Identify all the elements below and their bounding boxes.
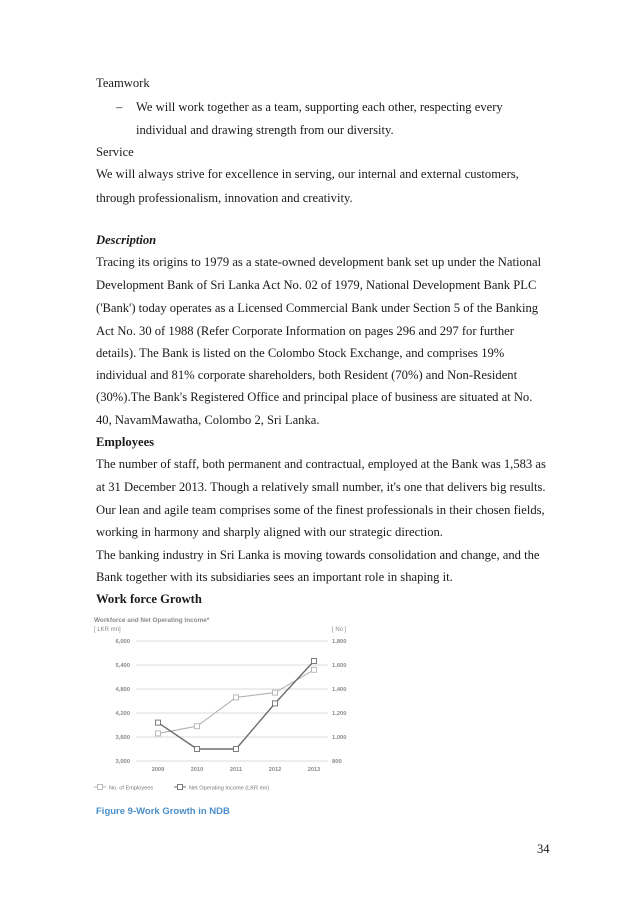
right-tick-label: 800 [332,759,342,765]
legend-marker-employees [98,785,103,790]
teamwork-text-line-1: We will work together as a team, supporting each other, respecting every [136,100,503,114]
data-point-income [273,701,278,706]
right-tick-label: 1,400 [332,687,347,693]
right-tick-label: 1,200 [332,711,347,717]
employees-heading: Employees [96,435,155,449]
x-tick-label: 2010 [190,767,204,773]
description-line-4: Act No. 30 of 1988 (Refer Corporate Information on pages 296 and 297 for further [96,324,514,338]
figure-caption: Figure 9-Work Growth in NDB [96,806,230,817]
description-line-5: details). The Bank is listed on the Colombo Stock Exchange, and comprises 19% [96,346,505,360]
series-line-income [158,661,314,749]
left-tick-label: 3,000 [115,759,130,765]
data-point-employees [312,667,317,672]
employees-line-2: at 31 December 2013. Though a relatively small number, it's one that delivers big results. [96,480,546,494]
service-text-line-2: through professionalism, innovation and creativity. [96,191,353,205]
legend-marker-income [178,785,183,790]
employees-line-5: The banking industry in Sri Lanka is moving towards consolidation and change, and the [96,548,540,562]
chart-title: Workforce and Net Operating Income* [94,617,210,624]
left-tick-label: 3,600 [115,735,130,741]
data-point-income [156,720,161,725]
service-text-line-1: We will always strive for excellence in serving, our internal and external customers, [96,167,519,181]
employees-line-3: Our lean and agile team comprises some of the finest professionals in their chosen fields, [96,503,545,517]
service-heading: Service [96,145,134,159]
bullet-dash: – [116,100,123,114]
right-tick-label: 1,000 [332,735,347,741]
description-line-3: ('Bank') today operates as a Licensed Commercial Bank under Section 5 of the Banking [96,301,539,315]
x-tick-label: 2009 [151,767,165,773]
description-line-2: Development Bank of Sri Lanka Act No. 02 of 1979, National Development Bank PLC [96,278,537,292]
left-tick-label: 5,400 [115,663,130,669]
data-point-employees [234,695,239,700]
description-line-7: (30%).The Bank's Registered Office and principal place of business are situated at No. [96,390,533,404]
description-line-1: Tracing its origins to 1979 as a state-owned development bank set up under the National [96,255,542,269]
data-point-employees [156,731,161,736]
x-tick-label: 2012 [268,767,282,773]
x-tick-label: 2011 [229,767,243,773]
data-point-income [312,659,317,664]
right-tick-label: 1,600 [332,663,347,669]
data-point-employees [195,724,200,729]
legend-label-income: Net Operating Income (LKR mn) [189,785,270,792]
legend-label-employees: No. of Employees [109,785,154,792]
description-line-8: 40, NavamMawatha, Colombo 2, Sri Lanka. [96,413,320,427]
chart-legend [94,785,269,792]
employees-line-6: Bank together with its subsidiaries sees an important role in shaping it. [96,570,453,584]
left-axis-unit: [ LKR mn] [94,627,121,633]
description-heading: Description [96,233,157,247]
data-point-income [195,747,200,752]
employees-line-1: The number of staff, both permanent and contractual, employed at the Bank was 1,583 as [96,457,546,471]
teamwork-text-line-2: individual and drawing strength from our diversity. [136,123,394,137]
left-tick-label: 4,800 [115,687,130,693]
employees-line-4: working in harmony and sharply aligned with our strategic direction. [96,525,443,539]
left-tick-label: 6,000 [115,639,130,645]
series-line-employees [158,670,314,734]
x-tick-label: 2013 [307,767,321,773]
left-tick-label: 4,200 [115,711,130,717]
data-point-income [234,747,239,752]
teamwork-heading: Teamwork [96,76,150,90]
right-tick-label: 1,800 [332,639,347,645]
page-number: 34 [537,842,550,856]
data-point-employees [273,690,278,695]
workforce-growth-heading: Work force Growth [96,592,202,606]
workforce-chart [92,612,362,797]
right-axis-unit: [ No ] [332,627,347,633]
description-line-6: individual and 81% corporate shareholders, both Resident (70%) and Non-Resident [96,368,518,382]
